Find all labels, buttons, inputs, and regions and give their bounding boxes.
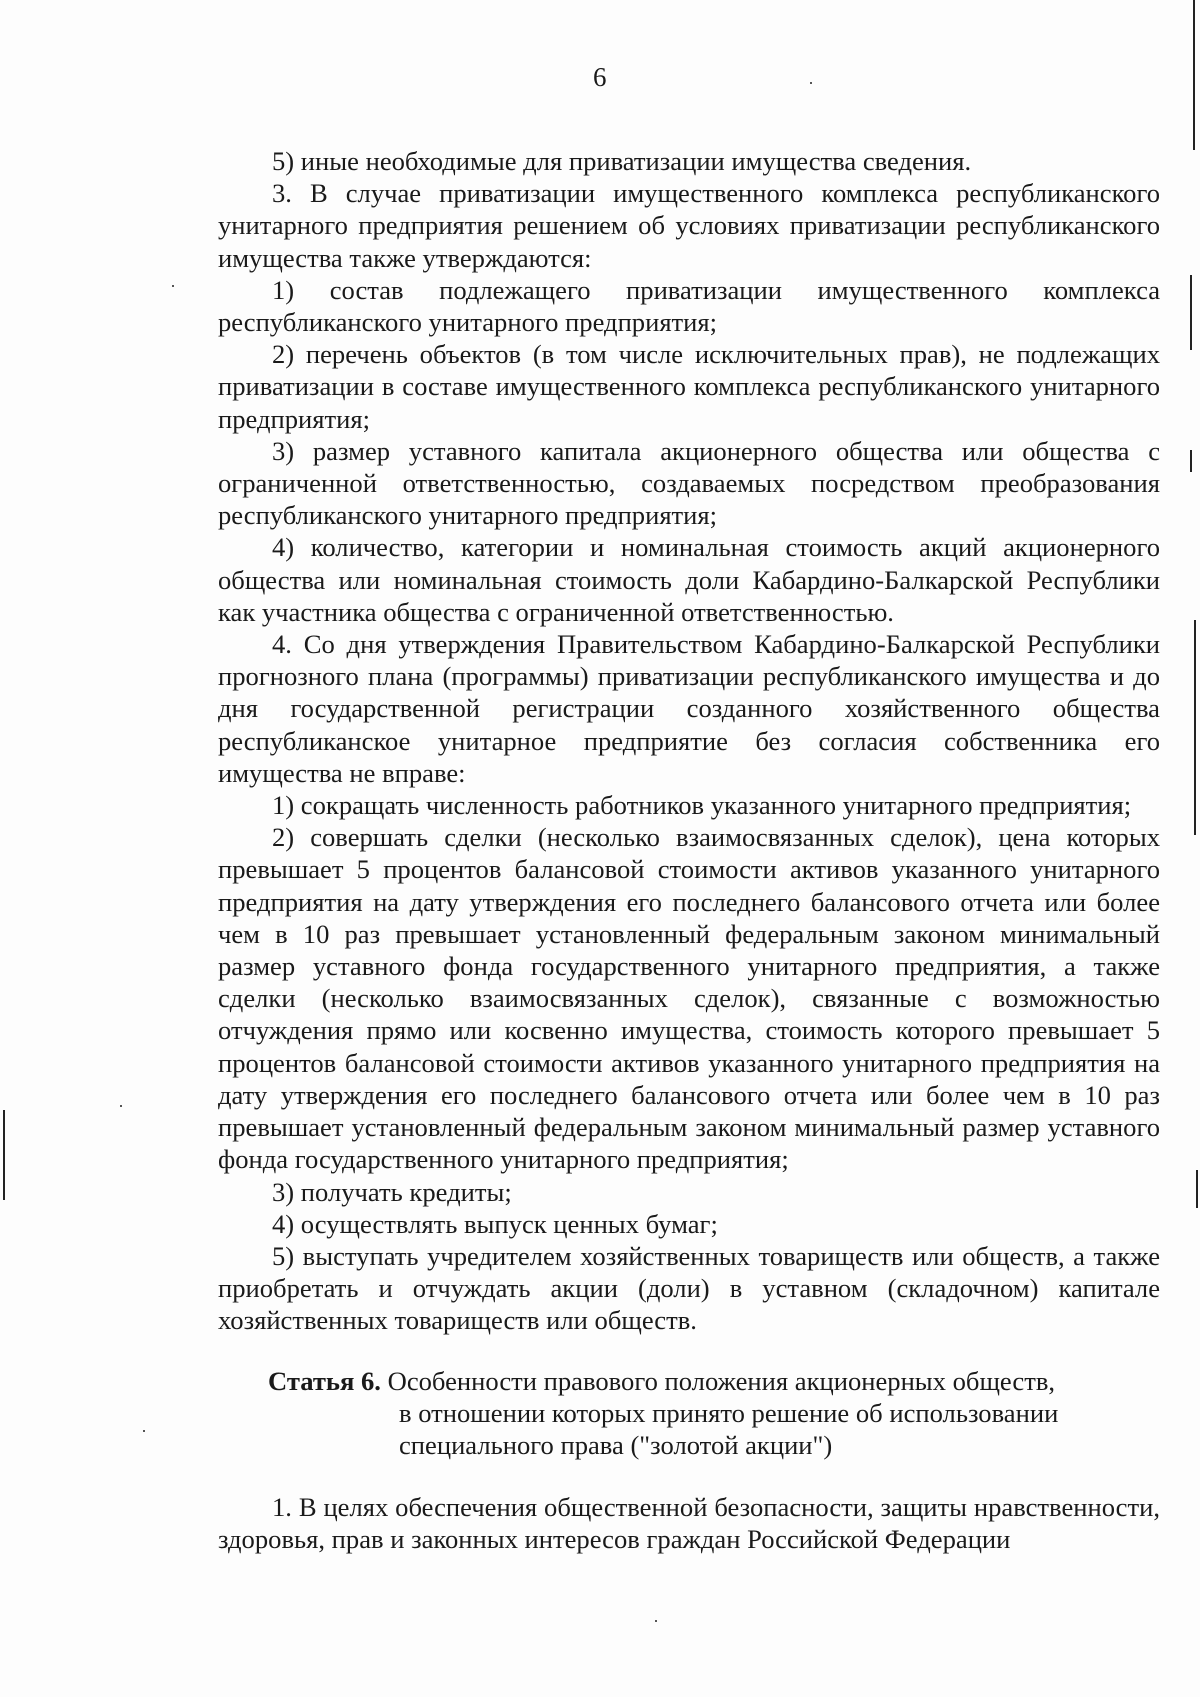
scan-speck (172, 285, 174, 287)
scan-speck (143, 1430, 145, 1432)
paragraph: 5) выступать учредителем хозяйственных товариществ или обществ, а также приобретать и отчуждать акции (доли) в уставном (складочном) капитале хозяйственных товариществ или обществ. (218, 1240, 1160, 1336)
scan-speck (120, 1105, 122, 1107)
article-title-line: Особенности правового положения акционерных обществ, (387, 1365, 1056, 1396)
scan-speck (810, 82, 812, 84)
page-number: 6 (593, 62, 607, 92)
paragraph: 3) размер уставного капитала акционерного общества или общества с ограниченной ответственностью, создаваемых посредством преобразования республиканского унитарного предприятия; (218, 435, 1160, 531)
scan-edge-mark (3, 1110, 5, 1200)
paragraph: 4) количество, категории и номинальная стоимость акций акционерного общества или номинальная стоимость доли Кабардино-Балкарской Республики как участника общества с ограниченной ответственностью. (218, 532, 1160, 627)
paragraph: 1) сокращать численность работников указанного унитарного предприятия; (272, 790, 1132, 821)
paragraph: 2) совершать сделки (несколько взаимосвязанных сделок), цена которых превышает 5 процентов балансовой стоимости активов указанного унитарного предприятия на дату утверждения его последнего балансового отчета или более чем в 10 раз превышает установленный федеральным законом минимальный размер уставного фонда государственного унитарного предприятия, а также сделки (несколько взаимосвязанных сделок), связанные с возможностью отчуждения прямо или косвенно имущества, стоимость которого превышает 5 процентов балансовой стоимости активов указанного унитарного предприятия на дату утверждения его последнего балансового отчета или более чем в 10 раз превышает установленный федеральным законом минимальный размер уставного фонда государственного унитарного предприятия; (218, 822, 1160, 1175)
article-heading (218, 1365, 1160, 1462)
scan-edge-mark (1193, 0, 1195, 150)
paragraph: 2) перечень объектов (в том числе исключительных прав), не подлежащих приватизации в составе имущественного комплекса республиканского унитарного предприятия; (218, 339, 1160, 434)
scan-edge-mark (1196, 1170, 1198, 1208)
article-title-line: в отношении которых принято решение об использовании (399, 1397, 1059, 1428)
article-label: Статья 6. (268, 1365, 381, 1396)
scan-edge-mark (1190, 275, 1192, 350)
paragraph: 3) получать кредиты; (272, 1176, 512, 1207)
paragraph: 5) иные необходимые для приватизации имущества сведения. (272, 146, 972, 176)
scan-speck (655, 1620, 657, 1622)
paragraph: 1) состав подлежащего приватизации имущественного комплекса республиканского унитарного предприятия; (218, 274, 1160, 338)
paragraph: 4. Со дня утверждения Правительством Кабардино-Балкарской Республики прогнозного плана (программы) приватизации республиканского имущества и до дня государственной регистрации созданного хозяйственного общества республиканское унитарное предприятие без согласия собственника его имущества не вправе: (218, 629, 1160, 788)
article-title-line: специального права ("золотой акции") (399, 1429, 833, 1460)
paragraph: 1. В целях обеспечения общественной безопасности, защиты нравственности, здоровья, прав и законных интересов граждан Российской Федерации (218, 1492, 1160, 1555)
scan-edge-mark (1190, 450, 1192, 472)
paragraph: 3. В случае приватизации имущественного комплекса республиканского унитарного предприятия решением об условиях приватизации республиканского имущества также утверждаются: (218, 178, 1160, 273)
document-body (218, 145, 1160, 1556)
scan-edge-mark (1194, 620, 1196, 835)
paragraph: 4) осуществлять выпуск ценных бумаг; (272, 1208, 718, 1239)
